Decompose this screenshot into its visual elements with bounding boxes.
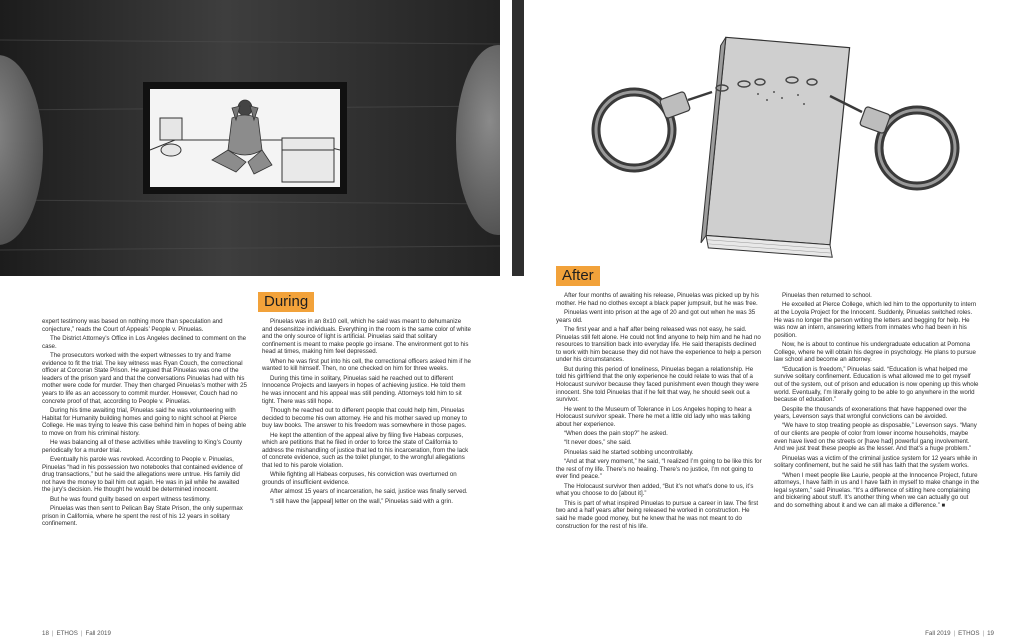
section-heading-during: During <box>258 292 314 312</box>
paragraph: expert testimony was based on nothing more than speculation and conjecture,” reads the Court of Appeals’ People v. Pinuelas. <box>42 318 223 333</box>
page-gutter <box>500 0 512 643</box>
paragraph: Pinuelas was then sent to Pelican Bay State Prison, the only supermax prison in California, where he spent the rest of his 12 years in solitary confinement. <box>42 505 243 528</box>
issue-label: Fall 2019 <box>925 630 951 637</box>
left-column-1 <box>42 318 248 530</box>
magazine-name: ETHOS <box>958 630 980 637</box>
paragraph: Pinuelas then returned to school. <box>782 292 872 299</box>
issue-label: Fall 2019 <box>85 630 111 637</box>
right-folio: Fall 2019 | ETHOS | 19 <box>925 630 994 637</box>
paragraph: This is part of what inspired Pinuelas to pursue a career in law. The first two and a half years after being released he worked in construction. He said he made good money, but he knew that he was not meant to do construction for the rest of his life. <box>556 499 759 530</box>
prison-cell-illustration <box>0 0 500 276</box>
end-mark: ■ <box>939 503 946 510</box>
paragraph: “It never does,” she said. <box>564 439 632 447</box>
paragraph: He excelled at Pierce College, which led him to the opportunity to intern at the Loyola Project for the Innocent. Suddenly, Pinuelas switched roles. He was no longer the person writing the letters and begging for help. He was now an intern, answering letters from inmates who had been in his position. <box>774 301 977 339</box>
paragraph: The prosecutors worked with the expert witnesses to try and frame evidence to fit the trial. The key witness was Ryan Couch, the correctional officer at Corcoran State Prison. He argued that Pinuelas was one of the leaders of the prison yard and that the conversations Pinuelas had with his mother were code for murder. They then charged Pinuelas’s mother with 25 years to life as an accessory to commit murder. However, Couch had no concrete proof of that, according to People v. Pinuelas. <box>42 351 247 405</box>
paragraph: After almost 15 years of incarceration, he said, justice was finally served. <box>270 488 468 496</box>
paragraph: During this time in solitary, Pinuelas said he reached out to different Innocence Projects and lawyers in hopes of achieving justice. He told them he was innocent and his appeal was still pending. Attorneys told him to sit tight. There was still hope. <box>262 374 466 405</box>
left-page <box>0 0 500 643</box>
paragraph: Though he reached out to different people that could help him, Pinuelas decided to become his own attorney. He and his mother saved up money to buy law books. The answer to his freedom was somewhere in those pages. <box>262 406 468 430</box>
left-folio: 18 | ETHOS | Fall 2019 <box>42 630 111 637</box>
paragraph: Pinuelas said he started sobbing uncontrollably. <box>564 448 694 456</box>
paragraph: He kept the attention of the appeal alive by filing five Habeas corpuses, which are petitions that he filed in order to force the state of California to address the mishandling of justice that led to his incarceration, from the lack of concrete evidence, such as the toilet plunger, to the wrongful allegations that led to his parole violation. <box>262 431 469 469</box>
paragraph: Despite the thousands of exonerations that have happened over the years, Levenson says that wrongful convictions can be avoided. <box>774 405 967 421</box>
paragraph: When he was first put into his cell, the correctional officers asked him if he wanted to kill himself. Then, no one checked on him for three weeks. <box>262 357 471 373</box>
paragraph: Pinuelas was in an 8x10 cell, which he said was meant to dehumanize and desensitize individuals. Everything in the room is the same color of white and the only source of light is artificial. Pinuelas said that solitary confinement is meant to make people go insane. The environment got to his head at times, making him feel depressed. <box>262 318 471 356</box>
paragraph: Pinuelas was a victim of the criminal justice system for 12 years while in solitary confinement, but he said he still has faith that the system works. <box>774 454 978 470</box>
paragraph: The Holocaust survivor then added, “But it’s not what’s done to us, it’s what you choose to do [about it].” <box>556 482 754 498</box>
paragraph: During his time awaiting trial, Pinuelas said he was volunteering with Habitat for Humanity building homes and going to night school at Pierce College. He was trying to leave this case behind him in hopes of being able to move on from his criminal history. <box>42 406 247 437</box>
paragraph: Now, he is about to continue his undergraduate education at Pomona College, where he will obtain his degree in psychology. He plans to pursue law school and become an attorney. <box>774 341 976 364</box>
section-heading-after: After <box>556 266 600 286</box>
page-number: 19 <box>987 630 994 637</box>
paragraph: He was balancing all of these activities while traveling to King’s County periodically for a murder trial. <box>42 439 243 454</box>
paragraph: “We have to stop treating people as disposable,” Levenson says. “Many of our clients are people of color from lower income households, maybe even have lived on the streets or [have had] powerful gang involvement. And we just treat these people as the lesser. And that’s a huge problem.” <box>774 422 977 453</box>
paragraph: “I still have the [appeal] letter on the wall,” Pinuelas said with a grin. <box>270 497 453 505</box>
left-column-2 <box>262 318 472 507</box>
paragraph: “And at that very moment,” he said, “I realized I’m going to be like this for the rest of my life. There’s no healing. There’s no justice, I’m not going to ever find peace.” <box>556 458 762 481</box>
paragraph: Pinuelas went into prison at the age of 20 and got out when he was 35 years old. <box>556 308 756 324</box>
paragraph: Eventually his parole was revoked. According to People v. Pinuelas, Pinuelas “had in his possession two notebooks that contained evidence of drug transactions,” but he said the allegations were untrue. His family did not have the money to bail him out again. He was in jail while he awaited the jury’s decision. He thought he would be determined innocent. <box>42 456 243 494</box>
right-page <box>512 0 1024 643</box>
right-column-1 <box>556 292 762 532</box>
page-number: 18 <box>42 630 49 637</box>
paragraph: The first year and a half after being released was not easy, he said. Pinuelas still felt alone. He could not find anyone to help him and he had no resources to transition back into everyday life. He said therapists declined to work with him because they did not have the experience to help a person under his circumstances. <box>556 325 762 364</box>
paragraph: The District Attorney’s Office in Los Angeles declined to comment on the case. <box>42 334 247 350</box>
right-column-2 <box>774 292 980 512</box>
paragraph: After four months of awaiting his release, Pinuelas was picked up by his mother. He had no clothes except a black paper jumpsuit, but he was free. <box>556 292 759 307</box>
paragraph: But he was found guilty based on expert witness testimony. <box>50 495 211 503</box>
paragraph: “When I meet people like Laurie, people at the Innocence Project, future attorneys, I have faith in us and I have faith in myself to make change in the legal system,” said Pinuelas. “It’s a difference of sitting here complaining and bickering about stuff. It’s another thing when we can actually go out and do something about it and we can all make a difference.” ■ <box>774 471 980 510</box>
paragraph: But during this period of loneliness, Pinuelas began a relationship. He told his girlfriend that the only experience he could relate to was that of a Holocaust survivor because they faced punishment even though they were innocent. She told Pinuelas that if he felt that way, he should seek out a survivor. <box>556 365 759 404</box>
paragraph: “When does the pain stop?” he asked. <box>564 430 668 438</box>
paragraph: While fighting all Habeas corpuses, his conviction was overturned on grounds of insufficient evidence. <box>262 471 457 486</box>
paragraph: He went to the Museum of Tolerance in Los Angeles hoping to hear a Holocaust survivor speak. There he met a little old lady who was talking about her experience. <box>556 405 752 428</box>
paragraph: “Education is freedom,” Pinuelas said. “Education is what helped me survive solitary confinement. Education is what allowed me to get myself out of the system, out of prison and education is now opening up this whole world. Eventually, I’m literally going to be able to go anywhere in the world because of education.” <box>774 365 979 404</box>
magazine-name: ETHOS <box>56 630 78 637</box>
book-handcuffs-illustration <box>512 0 1024 276</box>
